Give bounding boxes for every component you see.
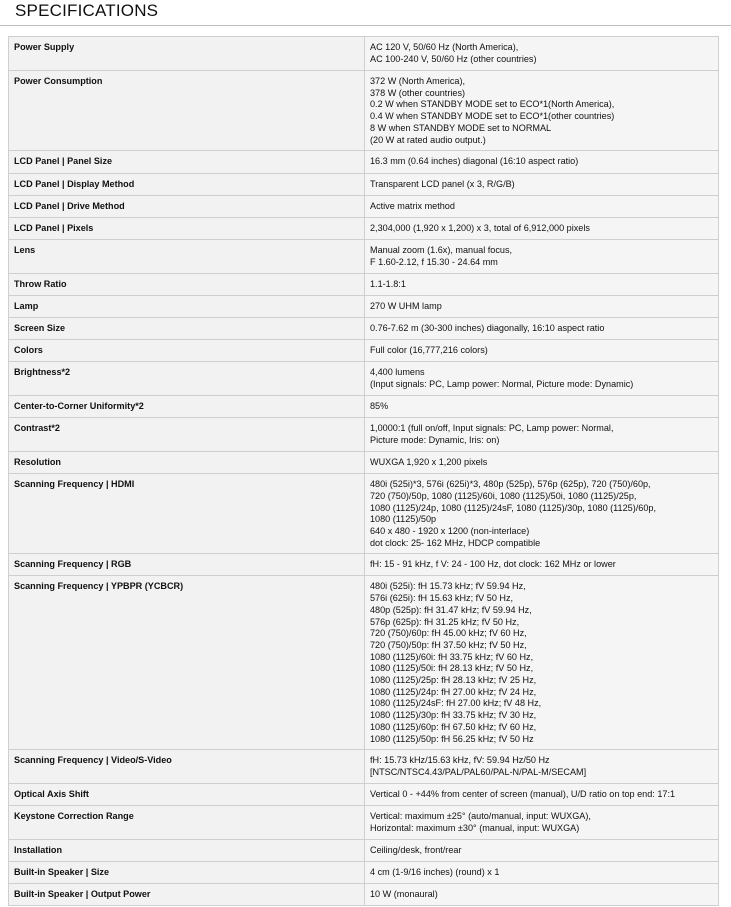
spec-row — [9, 840, 719, 862]
spec-row — [9, 862, 719, 884]
spec-label: Brightness*2 — [9, 362, 365, 396]
spec-label: Built-in Speaker | Output Power — [9, 884, 365, 906]
spec-value: 85% — [365, 396, 719, 418]
spec-row — [9, 71, 719, 151]
spec-value: fH: 15 - 91 kHz, f V: 24 - 100 Hz, dot clock: 162 MHz or lower — [365, 554, 719, 576]
spec-value: Active matrix method — [365, 196, 719, 218]
spec-value: Vertical 0 - +44% from center of screen (manual), U/D ratio on top end: 17:1 — [365, 784, 719, 806]
spec-label: LCD Panel | Drive Method — [9, 196, 365, 218]
spec-label: Scanning Frequency | RGB — [9, 554, 365, 576]
spec-row — [9, 318, 719, 340]
spec-label: LCD Panel | Display Method — [9, 174, 365, 196]
spec-row — [9, 750, 719, 784]
spec-label: Resolution — [9, 452, 365, 474]
spec-value: WUXGA 1,920 x 1,200 pixels — [365, 452, 719, 474]
spec-value: 372 W (North America), 378 W (other countries) 0.2 W when STANDBY MODE set to ECO*1(North America), 0.4 W when STANDBY MODE set to ECO*1(other countries) 8 W when STANDBY MODE set to NORMAL (20 W at rated audio output.) — [365, 71, 719, 151]
spec-label: Screen Size — [9, 318, 365, 340]
spec-label: Lens — [9, 240, 365, 274]
spec-value: Full color (16,777,216 colors) — [365, 340, 719, 362]
spec-row — [9, 196, 719, 218]
title-divider — [0, 25, 731, 26]
specifications-table — [8, 36, 719, 906]
spec-value: Ceiling/desk, front/rear — [365, 840, 719, 862]
spec-value: 10 W (monaural) — [365, 884, 719, 906]
spec-label: Scanning Frequency | YPBPR (YCBCR) — [9, 576, 365, 750]
spec-value: Vertical: maximum ±25° (auto/manual, input: WUXGA), Horizontal: maximum ±30° (manual, input: WUXGA) — [365, 806, 719, 840]
spec-row — [9, 37, 719, 71]
spec-row — [9, 396, 719, 418]
spec-label: Power Supply — [9, 37, 365, 71]
spec-label: Scanning Frequency | HDMI — [9, 474, 365, 554]
spec-label: LCD Panel | Pixels — [9, 218, 365, 240]
spec-label: Contrast*2 — [9, 418, 365, 452]
spec-label: Lamp — [9, 296, 365, 318]
spec-row — [9, 474, 719, 554]
spec-value: 1.1-1.8:1 — [365, 274, 719, 296]
spec-value: Manual zoom (1.6x), manual focus, F 1.60-2.12, f 15.30 - 24.64 mm — [365, 240, 719, 274]
spec-value: 4,400 lumens (Input signals: PC, Lamp power: Normal, Picture mode: Dynamic) — [365, 362, 719, 396]
spec-value: 2,304,000 (1,920 x 1,200) x 3, total of 6,912,000 pixels — [365, 218, 719, 240]
spec-label: Keystone Correction Range — [9, 806, 365, 840]
spec-label: Installation — [9, 840, 365, 862]
spec-row — [9, 784, 719, 806]
spec-row — [9, 806, 719, 840]
spec-label: Built-in Speaker | Size — [9, 862, 365, 884]
spec-value: 480i (525i)*3, 576i (625i)*3, 480p (525p), 576p (625p), 720 (750)/60p, 720 (750)/50p, 1080 (1125)/60i, 1080 (1125)/50i, 1080 (1125)/25p, 1080 (1125)/24p, 1080 (1125)/24sF, 1080 (1125)/30p, 1080 (1125)/60p, 1080 (1125)/50p 640 x 480 - 1920 x 1200 (non-interlace) dot clock: 25- 162 MHz, HDCP compatible — [365, 474, 719, 554]
spec-row — [9, 418, 719, 452]
spec-row — [9, 362, 719, 396]
spec-value: 480i (525i): fH 15.73 kHz; fV 59.94 Hz, 576i (625i): fH 15.63 kHz; fV 50 Hz, 480p (525p): fH 31.47 kHz; fV 59.94 Hz, 576p (625p): fH 31.25 kHz; fV 50 Hz, 720 (750)/60p: fH 45.00 kHz; fV 60 Hz, 720 (750)/50p: fH 37.50 kHz; fV 50 Hz, 1080 (1125)/60i: fH 33.75 kHz; fV 60 Hz, 1080 (1125)/50i: fH 28.13 kHz; fV 50 Hz, 1080 (1125)/25p: fH 28.13 kHz; fV 25 Hz, 1080 (1125)/24p: fH 27.00 kHz; fV 24 Hz, 1080 (1125)/24sF: fH 27.00 kHz; fV 48 Hz, 1080 (1125)/30p: fH 33.75 kHz; fV 30 Hz, 1080 (1125)/60p: fH 67.50 kHz; fV 60 Hz, 1080 (1125)/50p: fH 56.25 kHz; fV 50 Hz — [365, 576, 719, 750]
spec-value: AC 120 V, 50/60 Hz (North America), AC 100-240 V, 50/60 Hz (other countries) — [365, 37, 719, 71]
spec-value: Transparent LCD panel (x 3, R/G/B) — [365, 174, 719, 196]
spec-label: Colors — [9, 340, 365, 362]
spec-value: 270 W UHM lamp — [365, 296, 719, 318]
spec-label: Throw Ratio — [9, 274, 365, 296]
spec-row — [9, 576, 719, 750]
spec-value: 0.76-7.62 m (30-300 inches) diagonally, 16:10 aspect ratio — [365, 318, 719, 340]
spec-value: 4 cm (1-9/16 inches) (round) x 1 — [365, 862, 719, 884]
spec-label: Center-to-Corner Uniformity*2 — [9, 396, 365, 418]
spec-row — [9, 218, 719, 240]
page-title: SPECIFICATIONS — [15, 1, 159, 20]
spec-row — [9, 274, 719, 296]
specifications-table-body — [9, 37, 719, 906]
spec-value: 16.3 mm (0.64 inches) diagonal (16:10 aspect ratio) — [365, 151, 719, 174]
spec-row — [9, 151, 719, 174]
spec-label: LCD Panel | Panel Size — [9, 151, 365, 174]
spec-row — [9, 452, 719, 474]
spec-row — [9, 884, 719, 906]
spec-row — [9, 554, 719, 576]
spec-row — [9, 240, 719, 274]
spec-label: Scanning Frequency | Video/S-Video — [9, 750, 365, 784]
spec-row — [9, 340, 719, 362]
spec-value: 1,0000:1 (full on/off, Input signals: PC, Lamp power: Normal, Picture mode: Dynamic, Iris: on) — [365, 418, 719, 452]
spec-row — [9, 296, 719, 318]
spec-label: Power Consumption — [9, 71, 365, 151]
spec-value: fH: 15.73 kHz/15.63 kHz, fV: 59.94 Hz/50 Hz [NTSC/NTSC4.43/PAL/PAL60/PAL-N/PAL-M/SECAM] — [365, 750, 719, 784]
spec-row — [9, 174, 719, 196]
spec-label: Optical Axis Shift — [9, 784, 365, 806]
